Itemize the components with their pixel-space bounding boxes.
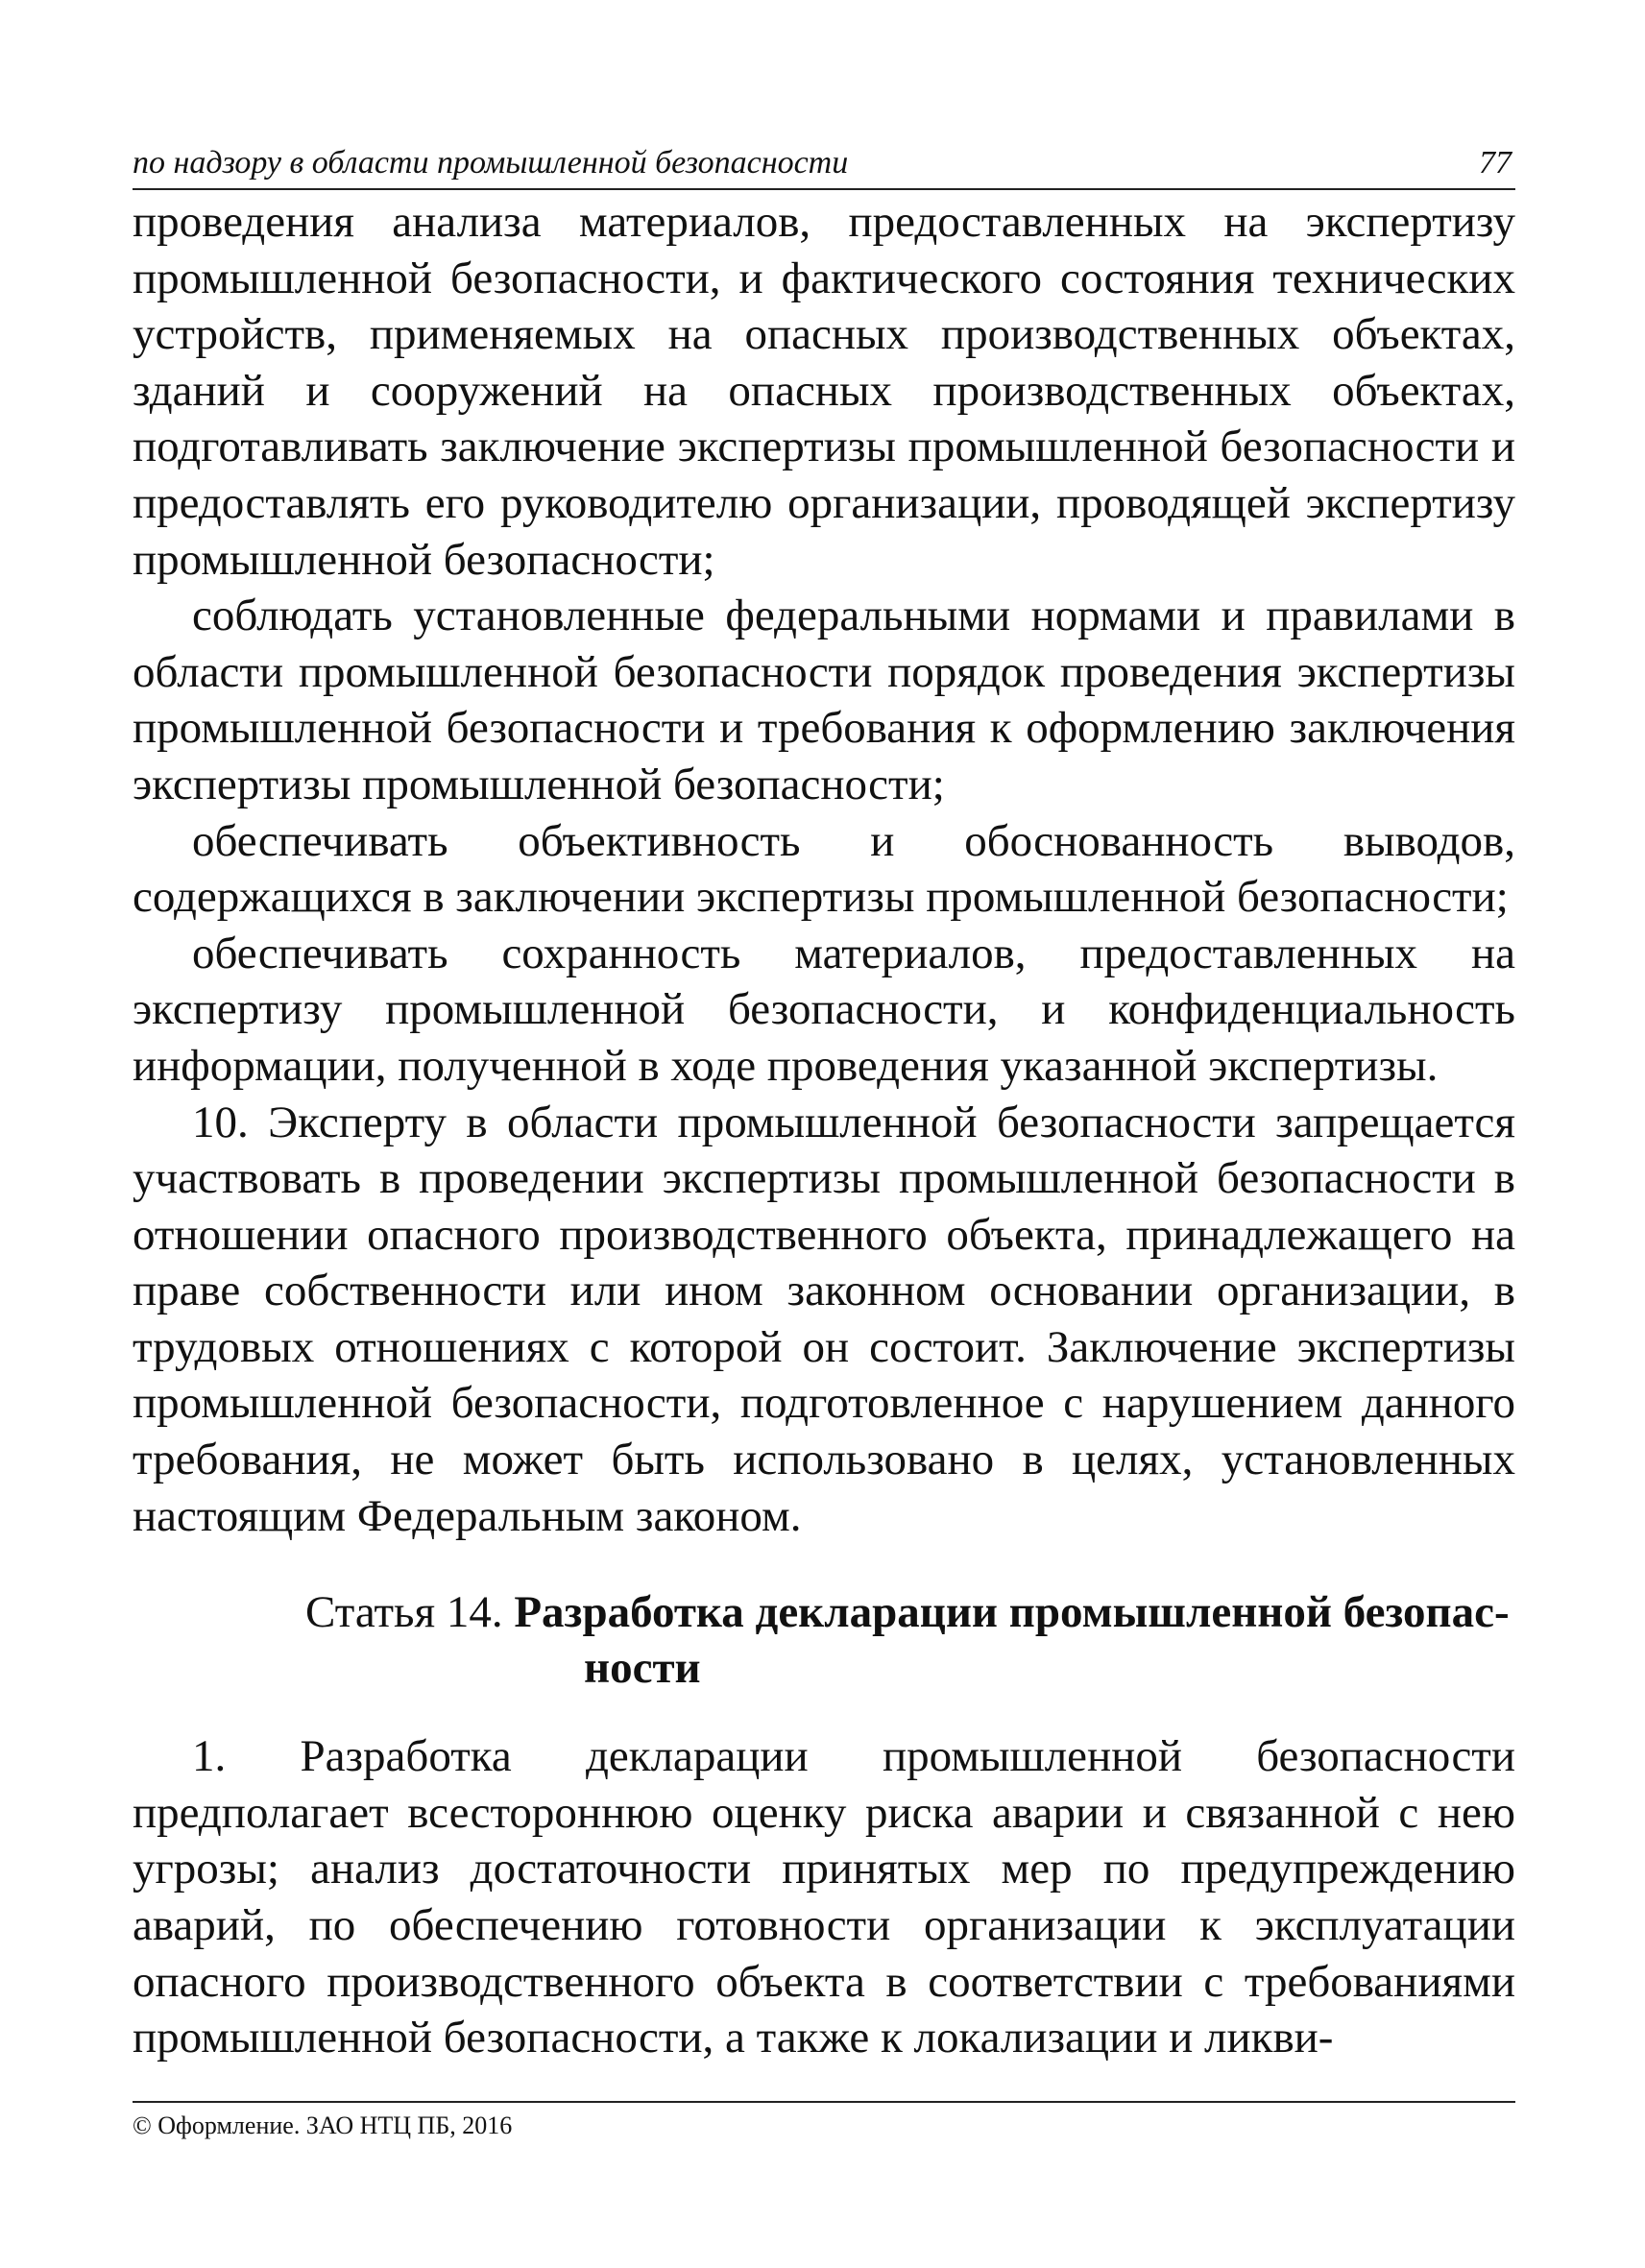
running-header bbox=[133, 142, 1515, 190]
footer bbox=[133, 2101, 1515, 2141]
paragraph-6: 1. Разработка декларации промышленной безопасности предполагает всестороннюю оценку риска аварии и связанной с нею угрозы; анализ достаточности принятых мер по предупреждению аварий, по обеспечению готовности организации к эксплуатации опасного производственного объекта в соответствии с требованиями промышленной безопасности, а также к локализации и ликви- bbox=[133, 1731, 1515, 2063]
paragraph-5: 10. Эксперту в области промышленной безопасности запрещается участвовать в проведении экспертизы промышленной безопасности в отношении опасного производственного объекта, принадлежащего на праве собственности или ином законном основании организации, в трудовых отношениях с которой он состоит. Заключение экспертизы промышленной безопасности, подготовленное с нарушением данного требования, не может быть использовано в целях, установленных настоящим Федеральным законом. bbox=[133, 1097, 1515, 1541]
running-header-title: по надзору в области промышленной безопасности bbox=[133, 145, 849, 181]
paragraph-3: обеспечивать объективность и обоснованность выводов, содержащихся в заключении экспертизы промышленной безопасности; bbox=[133, 815, 1515, 923]
article-heading bbox=[133, 1584, 1515, 1696]
footer-copyright: © Оформление. ЗАО НТЦ ПБ, 2016 bbox=[133, 2111, 513, 2139]
paragraph-4: обеспечивать сохранность материалов, предоставленных на экспертизу промышленной безопасности, и конфиденциальность информации, полученной в ходе проведения указанной экспертизы. bbox=[133, 928, 1515, 1091]
article-title: Разработка декларации промышленной безопас- bbox=[514, 1587, 1510, 1638]
document-page bbox=[133, 142, 1515, 2066]
paragraph-1: проведения анализа материалов, предоставленных на экспертизу промышленной безопасности, и фактического состояния технических устройств, применяемых на опасных производственных объектах, зданий и сооружений на опасных производственных объектах, подготавливать заключение экспертизы промышленной безопасности и предоставлять его руководителю организации, проводящей экспертизу промышленной безопасности; bbox=[133, 197, 1515, 585]
body-text bbox=[133, 194, 1515, 2066]
page-number: 77 bbox=[1479, 145, 1512, 181]
article-label: Статья 14. bbox=[305, 1587, 503, 1638]
paragraph-2: соблюдать установленные федеральными нормами и правилами в области промышленной безопасности порядок проведения экспертизы промышленной безопасности и требования к оформлению заключения экспертизы промышленной безопасности; bbox=[133, 591, 1515, 809]
article-title-continuation: ности bbox=[584, 1643, 701, 1694]
